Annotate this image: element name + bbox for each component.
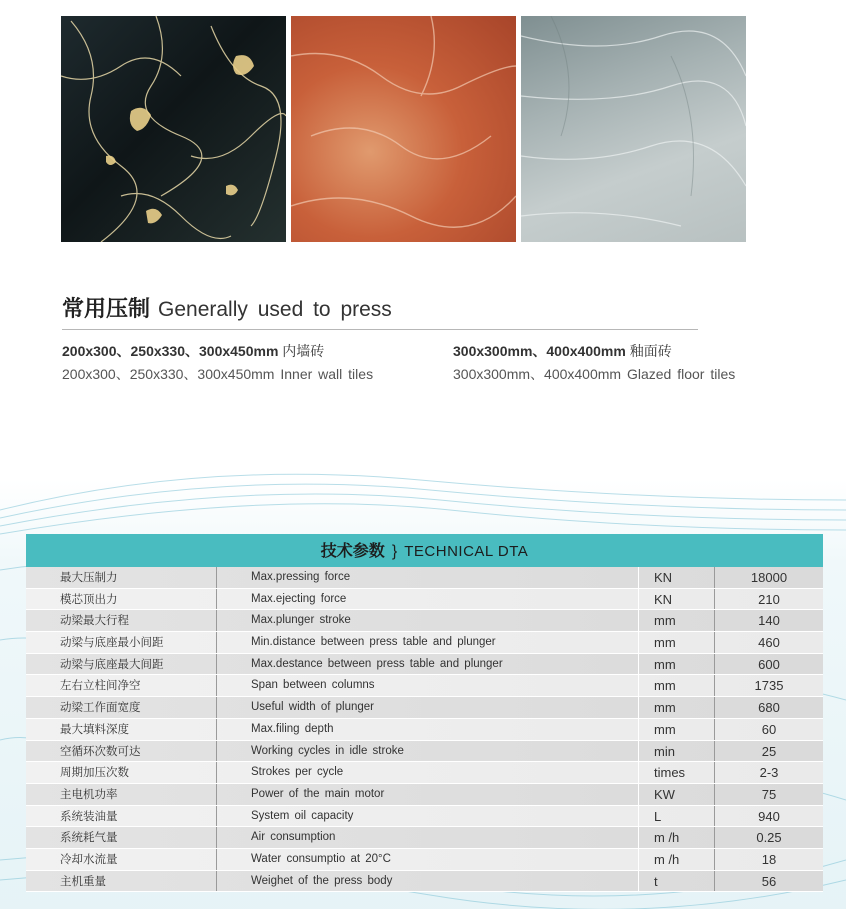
param-name-en: System oil capacity [251,809,354,822]
technical-data-table [26,534,823,892]
param-name-zh: 系统耗气量 [26,827,217,848]
param-name-en: Power of the main motor [251,787,385,800]
param-name-en: Min.distance between press table and plunger [251,636,496,649]
param-value: 18 [761,851,777,867]
usage-list [62,340,802,390]
param-name-en: Weighet of the press body [251,874,393,887]
usage-type-zh: 内墙砖 [282,344,325,360]
param-unit: m /h [638,849,715,870]
param-name-en: Water consumptio at 20°C [251,852,391,865]
param-name-zh: 最大填料深度 [26,719,217,740]
param-unit: mm [638,697,715,718]
param-unit: KW [638,784,715,805]
param-unit: t [638,871,715,892]
usage-item-inner-wall [62,340,373,386]
param-name-en: Air consumption [251,831,336,844]
usage-item-glazed-floor [453,340,735,386]
param-name-en: Span between columns [251,679,375,692]
param-name-en: Max.plunger stroke [251,614,351,627]
param-unit: min [638,741,715,762]
param-value: 1735 [754,678,784,694]
table-title-zh: 技术参数 [320,541,385,560]
param-unit: m /h [638,827,715,848]
param-unit: mm [638,632,715,653]
param-unit: times [638,762,715,783]
usage-line-zh [453,340,735,362]
param-name-zh: 动梁与底座最小间距 [26,632,217,653]
table-row [26,784,823,806]
table-row [26,762,823,784]
param-unit: mm [638,610,715,631]
usage-sizes: 300x300mm、400x400mm [453,343,626,359]
param-value: 140 [758,613,780,629]
param-name-zh: 主机重量 [26,871,217,892]
param-value: 18000 [750,570,788,585]
param-name-zh: 动梁与底座最大间距 [26,654,217,675]
param-unit: KN [638,589,715,610]
section-title-en: Generally used to press [158,298,392,321]
param-name-en: Working cycles in idle stroke [251,744,404,757]
param-name-zh: 左右立柱间净空 [26,675,217,696]
param-value: 25 [761,743,777,759]
param-name-en: Strokes per cycle [251,766,344,779]
param-unit: KN [638,567,715,588]
param-value: 2-3 [759,765,779,781]
table-row [26,567,823,589]
param-name-zh: 动梁工作面宽度 [26,697,217,718]
param-name-en: Max.pressing force [251,571,351,583]
grey-white-marble-image [521,16,746,242]
table-row [26,719,823,741]
table-title-separator: } [391,543,398,560]
table-body [26,567,823,892]
usage-line-en: 300x300mm、400x400mm Glazed floor tiles [453,366,736,382]
table-row [26,806,823,828]
table-row [26,675,823,697]
black-gold-marble-image [61,16,286,242]
table-header [26,534,823,567]
usage-line-en: 200x300、250x330、300x450mm Inner wall tiles [62,366,374,382]
table-row [26,632,823,654]
param-value: 0.25 [756,830,782,846]
param-value: 460 [758,635,780,651]
param-unit: mm [638,675,715,696]
param-name-en: Useful width of plunger [251,701,374,714]
param-name-zh: 系统装油量 [26,806,217,827]
param-name-zh: 周期加压次数 [26,762,217,783]
table-row [26,827,823,849]
param-name-en: Max.ejecting force [251,592,347,605]
table-row [26,697,823,719]
table-row [26,741,823,763]
table-row [26,871,823,893]
param-name-zh: 动梁最大行程 [26,610,217,631]
param-name-zh: 空循环次数可达 [26,741,217,762]
table-title-en: TECHNICAL DTA [404,543,529,560]
param-name-zh: 冷却水流量 [26,849,217,870]
param-value: 940 [758,808,780,824]
param-value: 75 [761,786,777,802]
param-value: 56 [761,873,777,889]
param-name-zh: 模芯顶出力 [26,589,217,610]
param-name-zh: 主电机功率 [26,784,217,805]
table-row [26,589,823,611]
table-row [26,610,823,632]
section-title-zh: 常用压制 [62,297,151,322]
param-unit: L [638,806,715,827]
table-row [26,849,823,871]
param-name-zh: 最大压制力 [26,567,217,588]
param-unit: mm [638,654,715,675]
usage-line-zh [62,340,373,362]
param-value: 600 [758,656,780,672]
param-name-en: Max.filing depth [251,722,334,735]
usage-sizes: 200x300、250x330、300x450mm [62,343,279,359]
param-unit: mm [638,719,715,740]
table-row [26,654,823,676]
section-heading [62,292,698,330]
red-orange-marble-image [291,16,516,242]
usage-type-zh: 釉面砖 [629,344,672,360]
tile-gallery [61,16,747,242]
param-name-en: Max.destance between press table and plunger [251,657,503,670]
param-value: 60 [761,721,777,737]
param-value: 210 [758,591,780,607]
param-value: 680 [758,700,780,716]
